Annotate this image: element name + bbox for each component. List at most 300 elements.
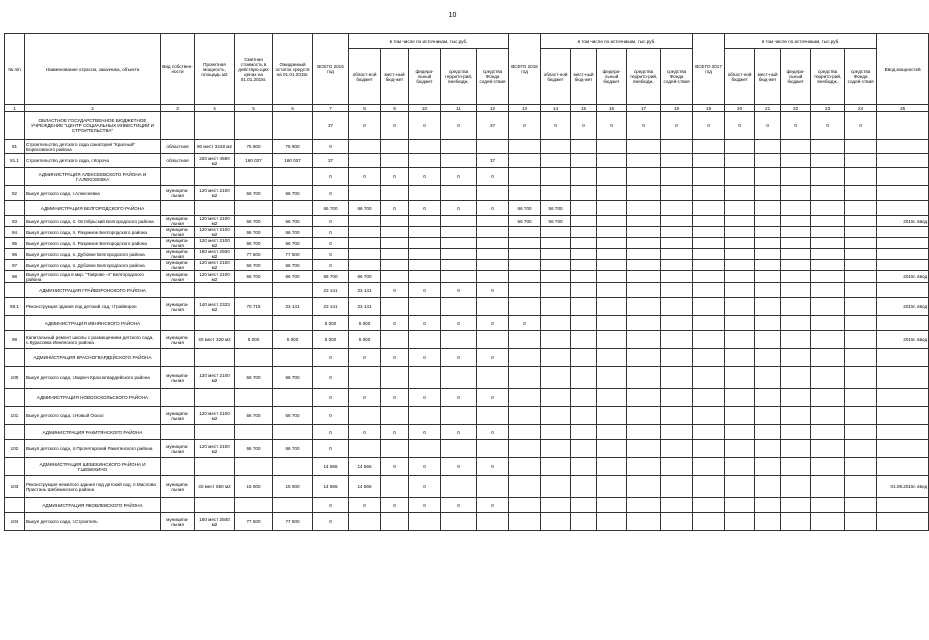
value-cell: 0 (477, 168, 509, 186)
value-cell (781, 349, 811, 367)
value-cell (381, 140, 409, 154)
value-cell (571, 407, 597, 425)
row-number: 91 (5, 140, 25, 154)
value-cell (693, 260, 725, 271)
column-number: 21 (755, 105, 781, 112)
value-cell (509, 168, 541, 186)
value-cell (693, 216, 725, 227)
table-body (5, 112, 929, 531)
capacity: 120 мест 2100 м2 (195, 407, 235, 425)
value-cell (781, 216, 811, 227)
value-cell (693, 298, 725, 316)
value-cell (781, 513, 811, 531)
value-cell (597, 154, 627, 168)
value-cell (509, 513, 541, 531)
value-cell (661, 367, 693, 389)
value-cell (845, 513, 877, 531)
value-cell (381, 216, 409, 227)
value-cell (877, 458, 929, 476)
value-cell (693, 316, 725, 331)
header-estimate: Сметная стоимость в действую-щих ценах на 01.01.2015г. (235, 34, 273, 105)
value-cell (811, 476, 845, 498)
header-total-2017: ВСЕГО 2017 год (693, 34, 725, 105)
value-cell: 14 566 (313, 458, 349, 476)
value-cell (755, 201, 781, 216)
table-row (5, 260, 929, 271)
value-cell: 0 (409, 498, 441, 513)
value-cell (349, 238, 381, 249)
column-number: 11 (441, 105, 477, 112)
value-cell (781, 168, 811, 186)
ownership: областная (161, 140, 195, 154)
value-cell (509, 154, 541, 168)
value-cell (845, 271, 877, 283)
value-cell (811, 349, 845, 367)
header-sources-2016: в том числе по источникам, тыс.руб. (541, 34, 693, 49)
value-cell: 5 000 (349, 331, 381, 349)
value-cell (195, 283, 235, 298)
value-cell (845, 367, 877, 389)
commission-note (877, 407, 929, 425)
value-cell (541, 298, 571, 316)
header-sub-territory: средства террито-рий, внебюдж. (441, 49, 477, 105)
ownership: муниципа-льная (161, 260, 195, 271)
row-number: 100 (5, 367, 25, 389)
value-cell (755, 249, 781, 260)
commission-note (877, 260, 929, 271)
value-cell (627, 154, 661, 168)
value-cell (693, 154, 725, 168)
value-cell (409, 298, 441, 316)
value-cell (195, 112, 235, 140)
table-row (5, 440, 929, 458)
value-cell: 0 (381, 168, 409, 186)
value-cell (597, 458, 627, 476)
value-cell: 66 700 (313, 201, 349, 216)
table-row (5, 298, 929, 316)
value-cell: 0 (381, 201, 409, 216)
value-cell (627, 140, 661, 154)
value-cell (441, 367, 477, 389)
object-name: Капитальный ремонт школы с размещением детского сада, с.Курасовка Ивнянского района (25, 331, 161, 349)
value-cell (661, 260, 693, 271)
value-cell: 66 700 (235, 367, 273, 389)
value-cell (845, 458, 877, 476)
value-cell (381, 260, 409, 271)
value-cell (477, 140, 509, 154)
value-cell (755, 186, 781, 201)
ownership: муниципа-льная (161, 331, 195, 349)
group-row (5, 283, 929, 298)
header-commission: Ввод мощностей (877, 34, 929, 105)
value-cell (725, 260, 755, 271)
value-cell: 0 (627, 112, 661, 140)
value-cell (755, 316, 781, 331)
row-num-cell (5, 349, 25, 367)
value-cell: 15 000 (235, 476, 273, 498)
value-cell (409, 249, 441, 260)
column-number-row (5, 105, 929, 112)
value-cell (381, 513, 409, 531)
value-cell (477, 298, 509, 316)
value-cell: 37 (313, 154, 349, 168)
value-cell: 160 037 (235, 154, 273, 168)
value-cell: 37 (477, 112, 509, 140)
value-cell: 75 600 (235, 140, 273, 154)
value-cell (161, 201, 195, 216)
value-cell (195, 168, 235, 186)
value-cell (877, 316, 929, 331)
value-cell (755, 298, 781, 316)
header-sub-territory: средства террито-рий, внебюдж. (811, 49, 845, 105)
value-cell (571, 331, 597, 349)
value-cell (755, 168, 781, 186)
value-cell (755, 407, 781, 425)
value-cell (441, 140, 477, 154)
value-cell (441, 513, 477, 531)
value-cell (509, 367, 541, 389)
group-title: АДМИНИСТРАЦИЯ ГРАЙВОРОНСКОГО РАЙОНА (25, 283, 161, 298)
value-cell (235, 283, 273, 298)
value-cell: 0 (381, 458, 409, 476)
value-cell (409, 216, 441, 227)
value-cell (273, 201, 313, 216)
value-cell (541, 513, 571, 531)
capacity: 160 мест 2500 м2 (195, 249, 235, 260)
value-cell: 0 (477, 316, 509, 331)
value-cell (693, 389, 725, 407)
ownership: муниципа-льная (161, 186, 195, 201)
value-cell (235, 168, 273, 186)
table-row (5, 331, 929, 349)
value-cell: 0 (381, 316, 409, 331)
value-cell (811, 389, 845, 407)
value-cell: 0 (441, 389, 477, 407)
row-num-cell (5, 425, 25, 440)
value-cell: 66 700 (235, 227, 273, 238)
value-cell (845, 389, 877, 407)
value-cell (627, 168, 661, 186)
value-cell (725, 168, 755, 186)
ownership: муниципа-льная (161, 476, 195, 498)
value-cell (811, 440, 845, 458)
value-cell (725, 227, 755, 238)
value-cell (845, 186, 877, 201)
value-cell (661, 476, 693, 498)
value-cell (477, 227, 509, 238)
value-cell: 0 (477, 201, 509, 216)
value-cell (441, 271, 477, 283)
value-cell (409, 331, 441, 349)
value-cell (195, 349, 235, 367)
value-cell (755, 140, 781, 154)
value-cell: 66 700 (235, 186, 273, 201)
value-cell (349, 140, 381, 154)
capacity: 120 мест 2100 м2 (195, 216, 235, 227)
group-row (5, 168, 929, 186)
value-cell: 0 (409, 112, 441, 140)
value-cell (627, 513, 661, 531)
value-cell (755, 271, 781, 283)
value-cell (571, 140, 597, 154)
value-cell (693, 476, 725, 498)
row-number: 97 (5, 260, 25, 271)
value-cell (409, 260, 441, 271)
value-cell (571, 271, 597, 283)
value-cell (781, 367, 811, 389)
value-cell (781, 389, 811, 407)
value-cell (571, 440, 597, 458)
table-row (5, 238, 929, 249)
value-cell (725, 498, 755, 513)
ownership: муниципа-льная (161, 298, 195, 316)
value-cell: 0 (313, 425, 349, 440)
table-row (5, 140, 929, 154)
header-sub-federal: федера-льный бюджет (597, 49, 627, 105)
value-cell (661, 283, 693, 298)
value-cell (845, 498, 877, 513)
group-row (5, 425, 929, 440)
value-cell (477, 216, 509, 227)
column-number: 20 (725, 105, 755, 112)
value-cell (409, 140, 441, 154)
column-number: 17 (627, 105, 661, 112)
value-cell: 160 037 (273, 154, 313, 168)
value-cell (161, 498, 195, 513)
table-row (5, 367, 929, 389)
value-cell: 0 (313, 186, 349, 201)
value-cell (541, 154, 571, 168)
object-name: Выкуп детского сада, п.Пролетарский Ракитянского района (25, 440, 161, 458)
value-cell (693, 140, 725, 154)
value-cell (811, 316, 845, 331)
value-cell (381, 367, 409, 389)
header-sub-federal: федера-льный бюджет (409, 49, 441, 105)
value-cell (781, 458, 811, 476)
value-cell: 66 700 (235, 440, 273, 458)
value-cell: 66 700 (273, 440, 313, 458)
value-cell (661, 168, 693, 186)
group-title: АДМИНИСТРАЦИЯ АЛЕКСЕЕВСКОГО РАЙОНА И Г.АЛЕКСЕЕВКА (25, 168, 161, 186)
row-num-cell (5, 112, 25, 140)
row-num-cell (5, 389, 25, 407)
value-cell: 37 (313, 112, 349, 140)
row-number: 101 (5, 407, 25, 425)
value-cell (597, 238, 627, 249)
value-cell (627, 249, 661, 260)
value-cell (477, 367, 509, 389)
value-cell (693, 407, 725, 425)
value-cell (725, 425, 755, 440)
value-cell (627, 238, 661, 249)
value-cell (441, 238, 477, 249)
value-cell (661, 407, 693, 425)
value-cell (661, 349, 693, 367)
row-num-cell (5, 168, 25, 186)
value-cell (781, 260, 811, 271)
value-cell (811, 425, 845, 440)
value-cell: 66 700 (273, 271, 313, 283)
ownership: муниципа-льная (161, 440, 195, 458)
value-cell (811, 513, 845, 531)
capacity: 120 мест 2100 м2 (195, 260, 235, 271)
value-cell (725, 201, 755, 216)
table-row (5, 249, 929, 260)
value-cell: 0 (477, 283, 509, 298)
header-sub-fund: средства Фонда содей-ствия (845, 49, 877, 105)
value-cell (845, 140, 877, 154)
value-cell (627, 271, 661, 283)
value-cell (693, 283, 725, 298)
value-cell (755, 238, 781, 249)
value-cell (627, 367, 661, 389)
value-cell (693, 513, 725, 531)
commission-note (877, 140, 929, 154)
value-cell (725, 271, 755, 283)
object-name: Выкуп детского сада, п. Дубовое Белгородского района (25, 260, 161, 271)
value-cell (161, 168, 195, 186)
value-cell: 77 500 (273, 513, 313, 531)
value-cell (541, 440, 571, 458)
value-cell (725, 513, 755, 531)
value-cell (571, 260, 597, 271)
value-cell (571, 458, 597, 476)
object-name: Выкуп детского сада, п. Разумное Белгородского района (25, 227, 161, 238)
value-cell (541, 238, 571, 249)
value-cell (661, 249, 693, 260)
value-cell (409, 440, 441, 458)
value-cell (781, 238, 811, 249)
value-cell (161, 389, 195, 407)
value-cell (781, 140, 811, 154)
value-cell (541, 260, 571, 271)
value-cell (811, 249, 845, 260)
value-cell (441, 227, 477, 238)
value-cell: 0 (571, 112, 597, 140)
value-cell: 0 (409, 389, 441, 407)
object-name: Строительство детского сада, г.Короча (25, 154, 161, 168)
row-number: 98.1 (5, 298, 25, 316)
table-row (5, 216, 929, 227)
column-number: 19 (693, 105, 725, 112)
table-row (5, 407, 929, 425)
value-cell (235, 349, 273, 367)
value-cell (235, 112, 273, 140)
value-cell (597, 476, 627, 498)
column-number: 7 (313, 105, 349, 112)
object-name: Выкуп детского сада в мкр. "Таврово -4" Белгородского района (25, 271, 161, 283)
object-name: Выкуп детского сада, г.Строитель (25, 513, 161, 531)
value-cell: 0 (509, 112, 541, 140)
value-cell (349, 367, 381, 389)
value-cell (571, 283, 597, 298)
value-cell: 0 (313, 168, 349, 186)
group-row (5, 349, 929, 367)
value-cell (661, 316, 693, 331)
value-cell (627, 201, 661, 216)
header-sub-local: мест-ный бюд-жет (571, 49, 597, 105)
row-num-cell (5, 283, 25, 298)
value-cell (755, 389, 781, 407)
value-cell (273, 168, 313, 186)
value-cell (273, 458, 313, 476)
value-cell: 0 (313, 407, 349, 425)
value-cell (541, 271, 571, 283)
value-cell (509, 407, 541, 425)
value-cell (509, 238, 541, 249)
column-number: 5 (235, 105, 273, 112)
value-cell (845, 476, 877, 498)
value-cell (349, 260, 381, 271)
value-cell: 77 500 (273, 249, 313, 260)
column-number: 25 (877, 105, 929, 112)
value-cell (661, 186, 693, 201)
value-cell: 0 (477, 425, 509, 440)
value-cell: 0 (509, 316, 541, 331)
value-cell (597, 407, 627, 425)
value-cell (571, 249, 597, 260)
value-cell (235, 201, 273, 216)
value-cell (781, 476, 811, 498)
value-cell (725, 186, 755, 201)
value-cell: 0 (845, 112, 877, 140)
value-cell (661, 140, 693, 154)
value-cell (661, 389, 693, 407)
value-cell (509, 425, 541, 440)
value-cell: 0 (477, 389, 509, 407)
column-number: 8 (349, 105, 381, 112)
value-cell: 0 (409, 316, 441, 331)
value-cell (627, 425, 661, 440)
value-cell: 0 (441, 425, 477, 440)
value-cell (195, 316, 235, 331)
value-cell (477, 271, 509, 283)
commission-note (877, 238, 929, 249)
commission-note: 2015г. ввод (877, 298, 929, 316)
header-remaining: Ожидаемый остаток средств на 01.01.2015г. (273, 34, 313, 105)
value-cell (781, 331, 811, 349)
value-cell: 66 700 (273, 260, 313, 271)
value-cell (725, 316, 755, 331)
object-name: Выкуп детского сада, г.Бирюч Красногвардейского района (25, 367, 161, 389)
value-cell: 0 (313, 260, 349, 271)
value-cell (755, 331, 781, 349)
value-cell (441, 298, 477, 316)
value-cell (541, 476, 571, 498)
value-cell: 0 (541, 112, 571, 140)
value-cell (877, 283, 929, 298)
value-cell (161, 283, 195, 298)
value-cell: 66 700 (235, 216, 273, 227)
value-cell (597, 201, 627, 216)
value-cell (811, 168, 845, 186)
value-cell: 56 700 (509, 216, 541, 227)
value-cell (755, 283, 781, 298)
value-cell (811, 201, 845, 216)
value-cell (845, 349, 877, 367)
value-cell (571, 476, 597, 498)
value-cell (627, 186, 661, 201)
group-row (5, 498, 929, 513)
value-cell (571, 389, 597, 407)
value-cell (541, 227, 571, 238)
value-cell: 0 (441, 283, 477, 298)
value-cell (725, 283, 755, 298)
value-cell (877, 349, 929, 367)
column-number: 13 (509, 105, 541, 112)
ownership: областная (161, 154, 195, 168)
value-cell (571, 498, 597, 513)
